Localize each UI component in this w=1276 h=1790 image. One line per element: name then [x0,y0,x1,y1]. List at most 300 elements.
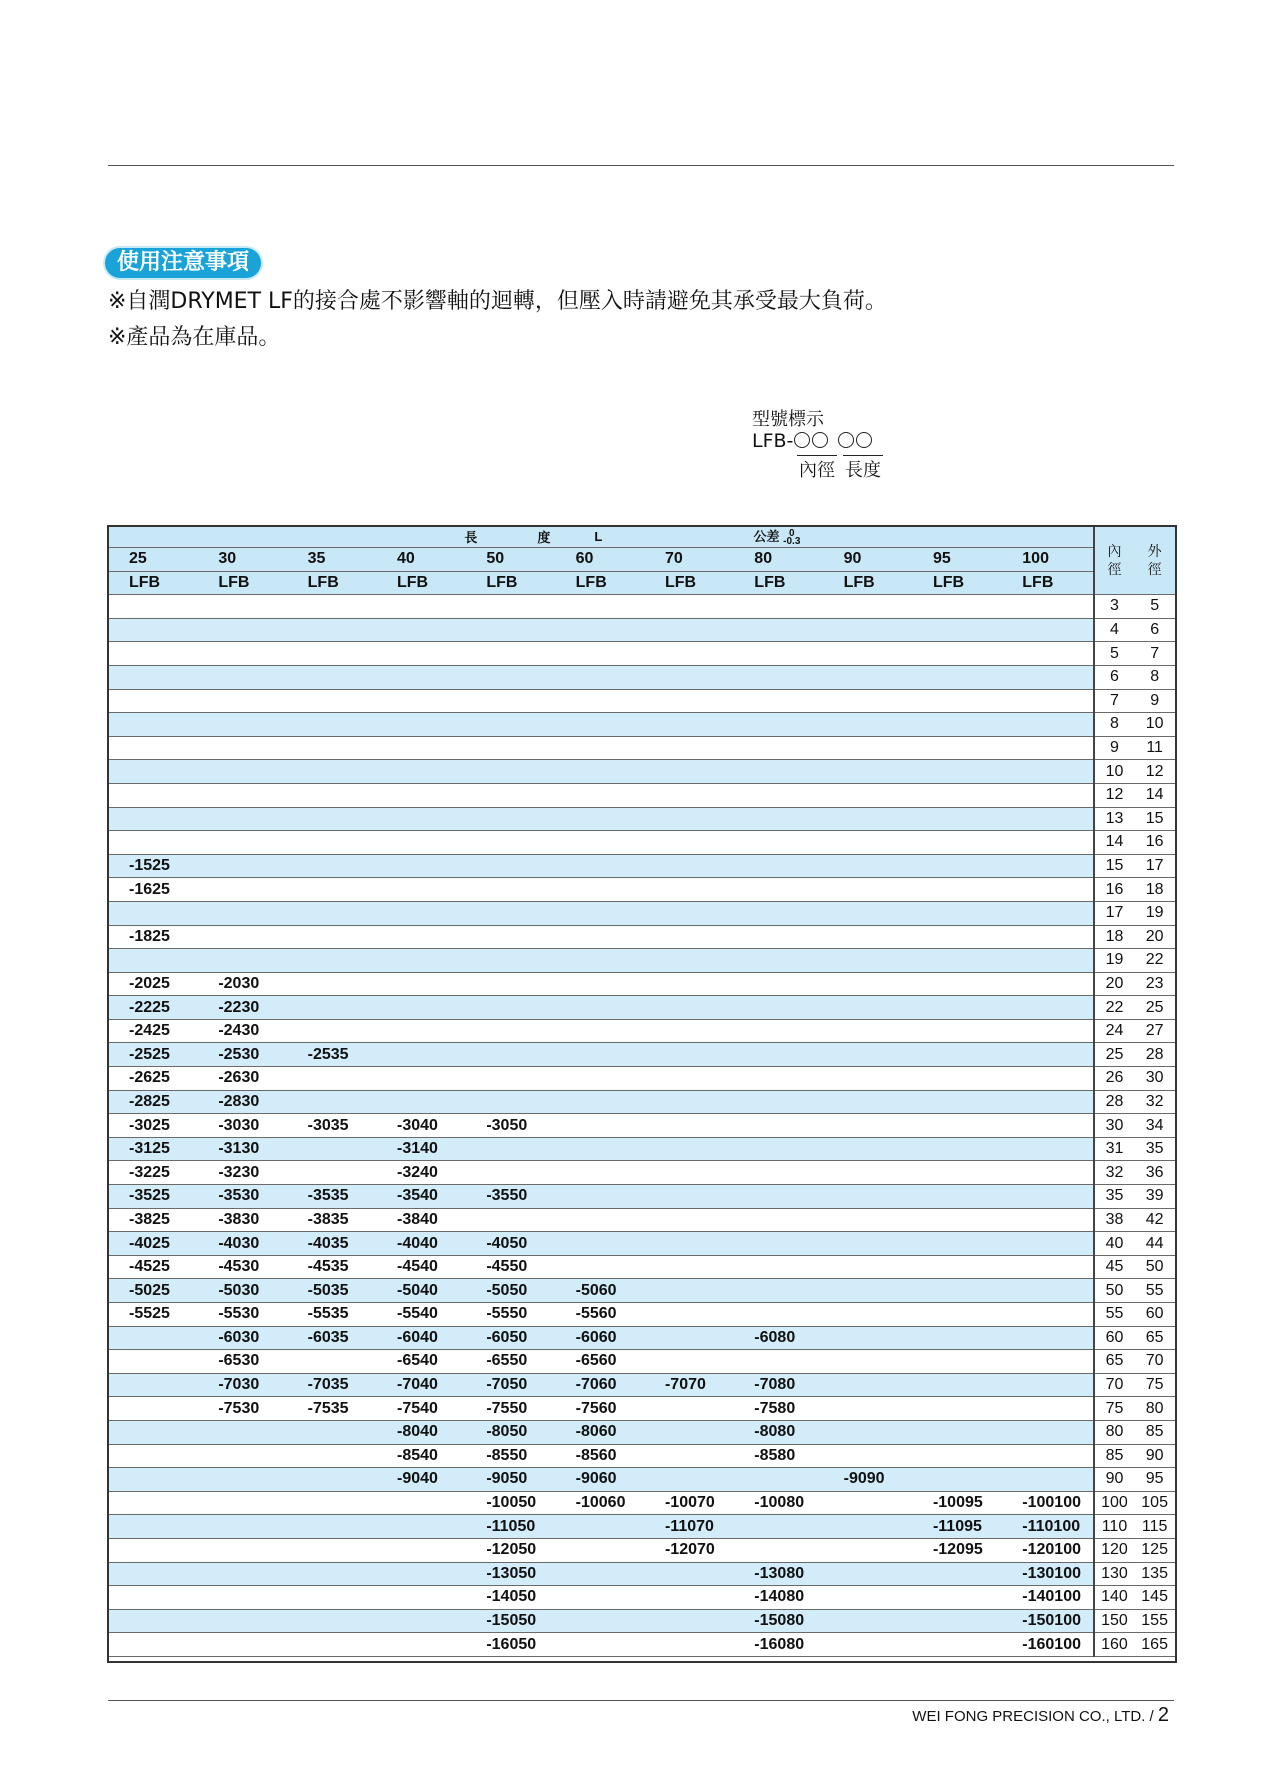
part-number-cell [732,1019,821,1043]
part-number-cell: -12050 [464,1538,553,1562]
part-number-cell: -3540 [375,1185,464,1209]
part-number-cell [822,1515,911,1539]
part-number-cell [375,1043,464,1067]
part-number-cell: -10050 [464,1491,553,1515]
outer-diameter-cell: 44 [1134,1232,1175,1256]
part-number-cell: -11095 [911,1515,1000,1539]
part-number-cell: -7535 [286,1397,375,1421]
part-number-cell: -4530 [196,1255,285,1279]
part-number-cell [732,1137,821,1161]
part-number-cell [464,1137,553,1161]
part-number-cell [375,949,464,973]
part-number-cell [1000,1161,1093,1185]
part-number-cell [1000,996,1093,1020]
part-number-cell [732,783,821,807]
part-number-cell [911,1043,1000,1067]
part-number-cell [1000,1137,1093,1161]
outer-diameter-cell: 15 [1134,807,1175,831]
part-number-cell: -5025 [107,1279,196,1303]
part-number-cell: -11070 [643,1515,732,1539]
part-number-cell: -13080 [732,1562,821,1586]
outer-diameter-cell: 17 [1134,854,1175,878]
part-number-cell [1000,595,1093,619]
inner-diameter-cell: 17 [1094,901,1135,925]
part-number-cell: -3035 [286,1114,375,1138]
part-number-cell [375,642,464,666]
inner-diameter-cell: 35 [1094,1185,1135,1209]
part-number-cell [732,1279,821,1303]
part-number-cell: -8040 [375,1420,464,1444]
part-number-cell [1000,1255,1093,1279]
outer-diameter-cell: 18 [1134,878,1175,902]
outer-diameter-cell: 23 [1134,972,1175,996]
top-divider [108,165,1174,166]
part-number-cell: -4540 [375,1255,464,1279]
part-number-cell [643,1303,732,1327]
part-number-cell [554,996,643,1020]
part-number-cell [464,1067,553,1091]
length-values-row [107,548,1175,572]
part-number-cell: -2830 [196,1090,285,1114]
part-number-cell [554,1114,643,1138]
outer-diameter-cell: 7 [1134,642,1175,666]
part-number-cell [464,665,553,689]
part-number-cell: -3240 [375,1161,464,1185]
part-number-cell [464,1208,553,1232]
part-number-cell: -9040 [375,1468,464,1492]
part-number-cell: -10080 [732,1491,821,1515]
part-number-cell [107,760,196,784]
inner-diameter-cell: 55 [1094,1303,1135,1327]
table-row [107,713,1175,737]
table-row [107,689,1175,713]
part-number-cell [554,642,643,666]
part-number-cell [286,1350,375,1374]
part-number-cell: -8580 [732,1444,821,1468]
part-number-cell: -7060 [554,1373,643,1397]
part-number-cell [286,689,375,713]
inner-diameter-cell: 22 [1094,996,1135,1020]
part-number-cell [911,1420,1000,1444]
part-number-cell [464,878,553,902]
part-number-cell [1000,618,1093,642]
part-number-cell: -100100 [1000,1491,1093,1515]
outer-diameter-cell: 39 [1134,1185,1175,1209]
part-number-cell [822,783,911,807]
part-number-cell: -2625 [107,1067,196,1091]
part-number-cell: -12070 [643,1538,732,1562]
part-number-cell: -6560 [554,1350,643,1374]
part-number-cell [822,901,911,925]
part-number-cell [375,713,464,737]
length-col-header: 25 [107,548,196,572]
part-number-cell [196,901,285,925]
part-number-cell: -5030 [196,1279,285,1303]
part-number-cell: -7580 [732,1397,821,1421]
part-number-cell [286,713,375,737]
part-number-cell: -3050 [464,1114,553,1138]
part-number-cell: -130100 [1000,1562,1093,1586]
part-number-cell [822,1444,911,1468]
part-number-cell [196,1420,285,1444]
part-number-cell [107,783,196,807]
table-row [107,1019,1175,1043]
inner-diameter-cell: 30 [1094,1114,1135,1138]
inner-diameter-cell: 10 [1094,760,1135,784]
part-number-cell: -160100 [1000,1633,1093,1657]
part-number-cell [375,1067,464,1091]
table-row [107,1232,1175,1256]
part-number-cell [1000,1420,1093,1444]
part-number-cell: -2525 [107,1043,196,1067]
part-number-cell [643,689,732,713]
outer-diameter-cell: 6 [1134,618,1175,642]
part-number-cell [286,878,375,902]
part-number-cell [464,618,553,642]
part-number-cell [643,1208,732,1232]
table-row [107,1185,1175,1209]
part-number-cell: -3840 [375,1208,464,1232]
part-number-cell [196,1515,285,1539]
part-number-cell: -16080 [732,1633,821,1657]
part-number-cell: -1625 [107,878,196,902]
part-number-cell [911,949,1000,973]
inner-diameter-cell: 90 [1094,1468,1135,1492]
part-number-cell: -4050 [464,1232,553,1256]
part-number-cell [911,1114,1000,1138]
part-number-cell [822,854,911,878]
part-number-cell: -8550 [464,1444,553,1468]
series-col-header: LFB [1000,571,1093,595]
part-number-cell [643,618,732,642]
part-number-cell [107,595,196,619]
part-number-cell [554,1515,643,1539]
part-number-cell [822,1232,911,1256]
length-col-header: 80 [732,548,821,572]
part-number-cell [107,831,196,855]
inner-diameter-cell: 24 [1094,1019,1135,1043]
part-number-cell [1000,1397,1093,1421]
series-col-header: LFB [375,571,464,595]
part-number-cell [286,1420,375,1444]
inner-diameter-cell: 38 [1094,1208,1135,1232]
model-prefix: LFB- [752,430,794,452]
outer-diameter-cell: 75 [1134,1373,1175,1397]
outer-diameter-cell: 145 [1134,1586,1175,1610]
part-number-cell [554,1161,643,1185]
part-number-cell [554,878,643,902]
part-number-cell: -10070 [643,1491,732,1515]
table-row [107,1279,1175,1303]
table-row [107,642,1175,666]
part-number-cell [286,618,375,642]
part-number-cell [1000,1019,1093,1043]
outer-diameter-cell: 125 [1134,1538,1175,1562]
part-number-cell [643,760,732,784]
series-col-header: LFB [643,571,732,595]
part-number-cell [1000,689,1093,713]
part-number-cell [911,1208,1000,1232]
part-number-cell [107,1326,196,1350]
part-number-cell: -5530 [196,1303,285,1327]
part-number-cell [732,1515,821,1539]
part-number-cell [643,1562,732,1586]
part-number-cell [822,972,911,996]
part-number-cell [554,689,643,713]
length-symbol: L [554,525,643,548]
part-number-cell [107,1586,196,1610]
part-number-cell [911,1303,1000,1327]
part-number-cell [822,1633,911,1657]
part-number-cell: -6540 [375,1350,464,1374]
part-number-cell: -4550 [464,1255,553,1279]
part-number-cell [732,854,821,878]
part-number-cell [286,1067,375,1091]
part-number-cell [107,1609,196,1633]
part-number-cell [196,925,285,949]
length-header-row [107,525,1175,548]
part-number-cell [286,1586,375,1610]
table-row [107,1373,1175,1397]
outer-diameter-cell: 11 [1134,736,1175,760]
part-number-cell [732,996,821,1020]
part-number-cell: -6040 [375,1326,464,1350]
part-number-cell: -3525 [107,1185,196,1209]
part-number-cell [1000,972,1093,996]
part-number-cell: -8050 [464,1420,553,1444]
series-col-header: LFB [732,571,821,595]
part-number-cell [286,1515,375,1539]
part-number-cell [107,1562,196,1586]
part-number-cell [643,1185,732,1209]
table-row [107,1609,1175,1633]
length-col-header: 40 [375,548,464,572]
part-number-cell [554,1609,643,1633]
part-number-cell [554,1633,643,1657]
part-number-cell: -6050 [464,1326,553,1350]
table-row [107,618,1175,642]
part-number-cell: -4535 [286,1255,375,1279]
part-number-cell [732,1161,821,1185]
part-number-cell [286,925,375,949]
part-number-cell [464,996,553,1020]
part-number-cell: -6550 [464,1350,553,1374]
inner-diameter-cell: 85 [1094,1444,1135,1468]
part-number-cell [554,1137,643,1161]
part-number-cell [554,1019,643,1043]
part-number-cell [554,1090,643,1114]
part-number-cell [286,1538,375,1562]
part-number-cell [1000,901,1093,925]
part-number-cell [554,1255,643,1279]
part-number-cell [286,1609,375,1633]
part-number-cell [286,1161,375,1185]
part-number-cell: -150100 [1000,1609,1093,1633]
inner-diameter-cell: 20 [1094,972,1135,996]
part-number-cell [911,901,1000,925]
length-col-header: 30 [196,548,285,572]
part-number-cell [732,595,821,619]
part-number-cell: -2030 [196,972,285,996]
part-number-cell [464,1161,553,1185]
part-number-cell [464,595,553,619]
part-number-cell: -3530 [196,1185,285,1209]
part-number-cell: -1525 [107,854,196,878]
part-number-cell [911,878,1000,902]
part-number-cell [196,949,285,973]
part-number-cell [1000,807,1093,831]
inner-diameter-cell: 25 [1094,1043,1135,1067]
part-number-cell: -8540 [375,1444,464,1468]
part-number-cell [822,713,911,737]
part-number-cell: -15050 [464,1609,553,1633]
part-number-cell: -4025 [107,1232,196,1256]
part-number-cell [1000,783,1093,807]
part-number-cell [375,996,464,1020]
table-row [107,1444,1175,1468]
part-number-cell [196,1586,285,1610]
part-number-cell [196,878,285,902]
inner-diameter-cell: 50 [1094,1279,1135,1303]
part-number-cell: -5560 [554,1303,643,1327]
part-number-cell [107,618,196,642]
part-number-cell: -11050 [464,1515,553,1539]
inner-diameter-cell: 110 [1094,1515,1135,1539]
part-number-cell [554,1586,643,1610]
inner-diameter-cell: 60 [1094,1326,1135,1350]
part-number-cell: -110100 [1000,1515,1093,1539]
table-row [107,1586,1175,1610]
part-number-cell [554,595,643,619]
notice-text-1: ※自潤DRYMET LF的接合處不影響軸的迴轉，但壓入時請避免其承受最大負荷。 [108,289,887,314]
inner-diameter-cell: 9 [1094,736,1135,760]
part-number-cell [732,831,821,855]
part-number-cell [911,1468,1000,1492]
part-number-cell: -5535 [286,1303,375,1327]
part-number-cell [375,831,464,855]
part-number-cell: -7070 [643,1373,732,1397]
part-number-cell [911,689,1000,713]
part-number-cell [196,618,285,642]
length-col-header: 50 [464,548,553,572]
part-number-cell [822,1137,911,1161]
outer-diameter-cell: 55 [1134,1279,1175,1303]
part-number-cell [732,713,821,737]
part-number-cell [1000,854,1093,878]
outer-diameter-cell: 65 [1134,1326,1175,1350]
outer-diameter-cell: 22 [1134,949,1175,973]
part-number-cell [643,1067,732,1091]
part-number-cell [822,949,911,973]
part-number-cell [375,807,464,831]
part-number-cell [196,689,285,713]
inner-diameter-cell: 4 [1094,618,1135,642]
part-number-cell [1000,1067,1093,1091]
part-number-cell [643,713,732,737]
part-number-cell: -5060 [554,1279,643,1303]
part-number-cell [107,1633,196,1657]
part-number-cell [1000,925,1093,949]
part-number-cell [643,1279,732,1303]
part-number-cell [1000,1090,1093,1114]
part-number-cell [375,901,464,925]
part-number-cell: -5550 [464,1303,553,1327]
part-number-cell: -10095 [911,1491,1000,1515]
table-row [107,736,1175,760]
part-number-cell [822,1538,911,1562]
part-number-cell [732,1208,821,1232]
table-row [107,665,1175,689]
outer-diameter-cell: 20 [1134,925,1175,949]
part-number-cell [464,901,553,925]
part-number-cell [554,713,643,737]
inner-diameter-cell: 5 [1094,642,1135,666]
part-number-cell [554,1208,643,1232]
inner-diameter-cell: 28 [1094,1090,1135,1114]
part-number-cell [822,1397,911,1421]
part-number-cell [196,783,285,807]
outer-diameter-cell: 80 [1134,1397,1175,1421]
part-number-cell [375,618,464,642]
part-number-cell [554,665,643,689]
page-number: 2 [1157,1704,1169,1726]
part-number-cell [643,972,732,996]
part-number-cell [286,807,375,831]
part-number-cell [196,854,285,878]
part-number-cell [643,1114,732,1138]
table-row [107,925,1175,949]
part-number-cell [643,996,732,1020]
table-row [107,1067,1175,1091]
table-row [107,1397,1175,1421]
part-number-cell [464,972,553,996]
part-number-cell [911,1444,1000,1468]
part-number-cell: -2630 [196,1067,285,1091]
outer-diameter-cell: 50 [1134,1255,1175,1279]
part-number-cell [732,1538,821,1562]
part-number-cell [732,1303,821,1327]
part-number-cell: -4030 [196,1232,285,1256]
part-number-cell [732,878,821,902]
part-number-cell [554,807,643,831]
part-number-cell [911,783,1000,807]
part-number-cell: -4040 [375,1232,464,1256]
bottom-divider [108,1700,1174,1701]
table-row [107,783,1175,807]
part-number-cell: -10060 [554,1491,643,1515]
length-col-header: 90 [822,548,911,572]
part-number-cell: -2230 [196,996,285,1020]
inner-diameter-cell: 26 [1094,1067,1135,1091]
part-number-cell [643,807,732,831]
part-number-cell [375,1090,464,1114]
part-number-cell: -7560 [554,1397,643,1421]
part-number-cell [107,665,196,689]
part-number-cell [643,1586,732,1610]
part-number-cell [1000,665,1093,689]
table-row [107,1090,1175,1114]
outer-diameter-cell: 12 [1134,760,1175,784]
part-number-cell [1000,1043,1093,1067]
part-number-cell [554,1562,643,1586]
part-number-cell [554,1185,643,1209]
part-number-cell [375,760,464,784]
inner-diameter-cell: 45 [1094,1255,1135,1279]
inner-diameter-header: 內 徑 [1094,525,1135,595]
outer-diameter-cell: 25 [1134,996,1175,1020]
part-number-cell: -2530 [196,1043,285,1067]
part-number-cell [464,689,553,713]
